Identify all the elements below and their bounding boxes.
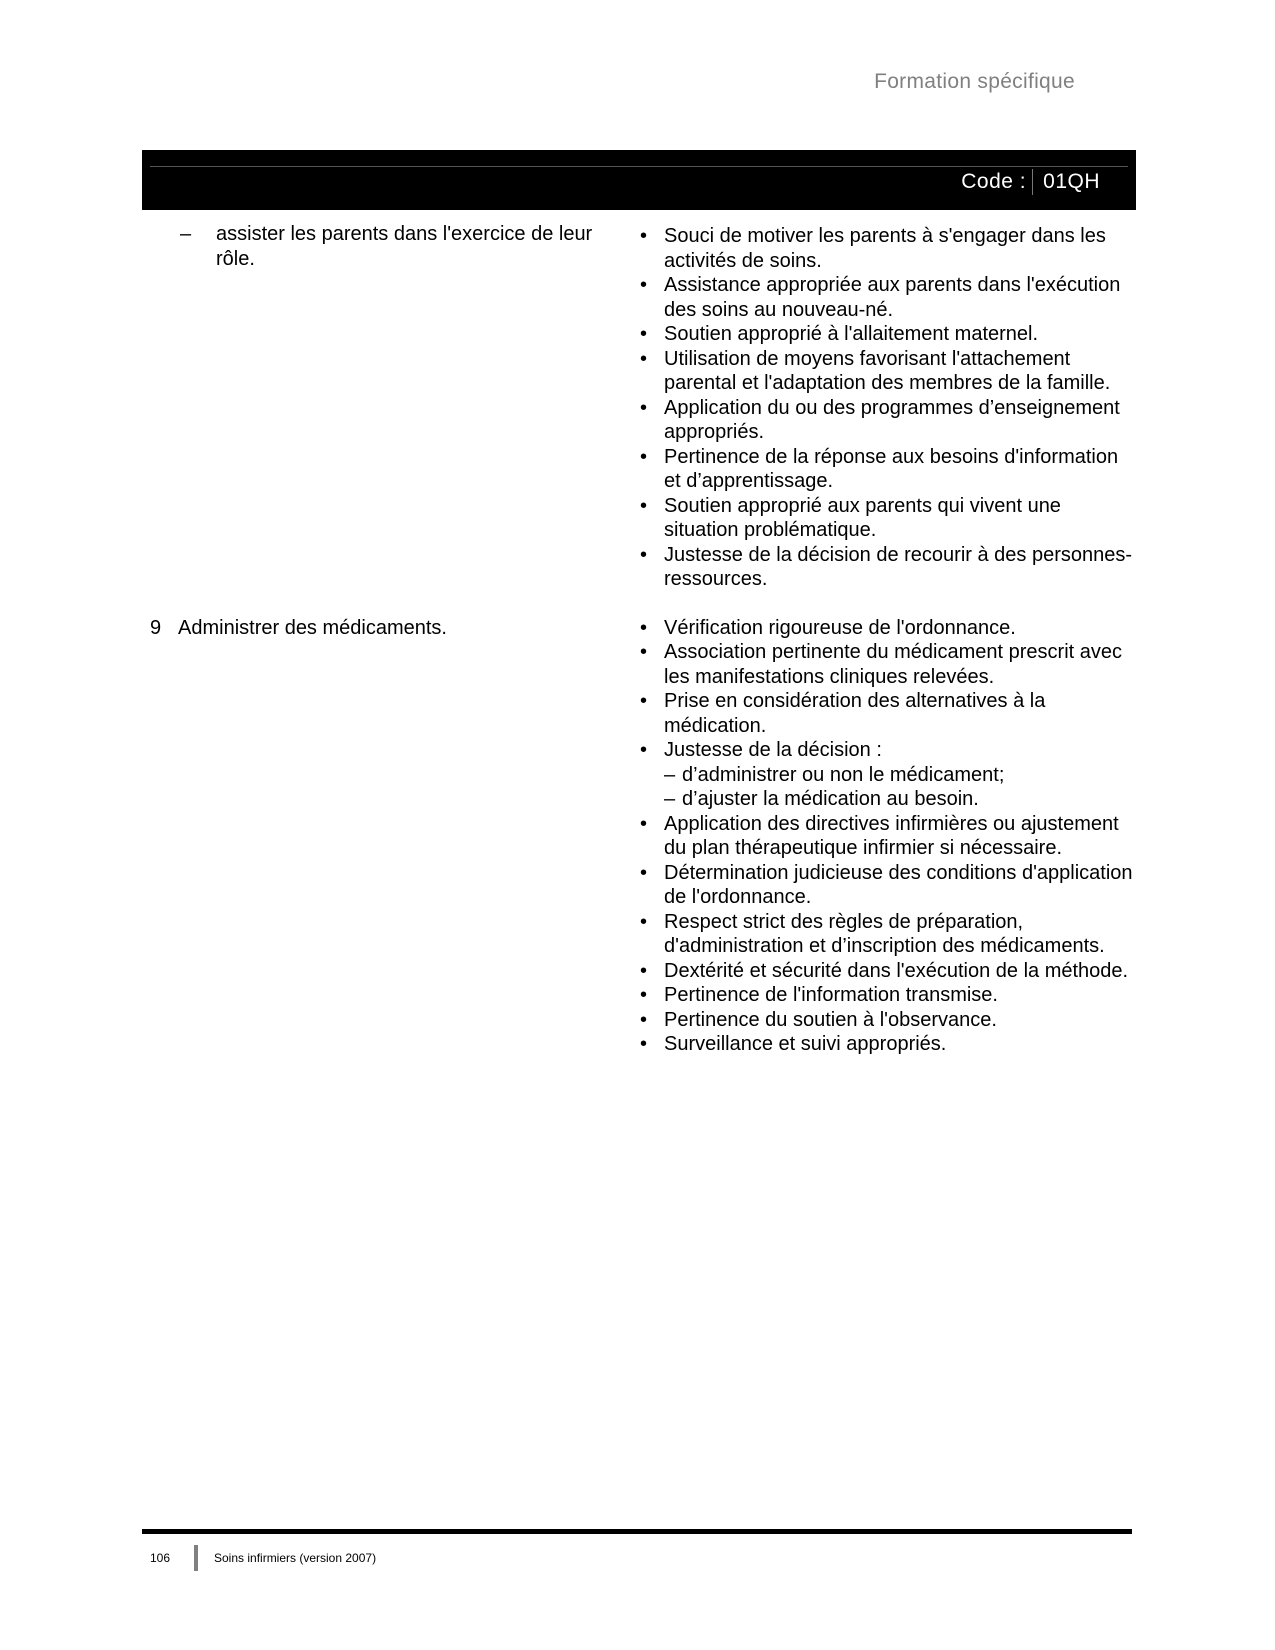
page-footer	[142, 1544, 376, 1572]
code-separator	[1032, 169, 1033, 195]
list-item	[634, 616, 1136, 641]
criterion-text: Assistance appropriée aux parents dans l'exécution des soins au nouveau-né.	[664, 274, 1121, 321]
criterion-text: Application du ou des programmes d’enseignement appropriés.	[664, 396, 1120, 443]
code-label: Code :	[961, 170, 1027, 193]
list-item	[634, 347, 1136, 396]
criterion-text: Surveillance et suivi appropriés.	[664, 1033, 947, 1055]
criterion-text: Soutien approprié à l'allaitement maternel.	[664, 323, 1039, 345]
criterion-text: Application des directives infirmières ou ajustement du plan thérapeutique infirmier si nécessaire.	[664, 812, 1119, 859]
criteria-list	[634, 616, 1136, 1057]
document-title: Soins infirmiers (version 2007)	[214, 1551, 377, 1565]
criterion-text: Utilisation de moyens favorisant l'attachement parental et l'adaptation des membres de la famille.	[664, 347, 1111, 394]
bullet-icon: •	[640, 641, 648, 663]
list-item	[634, 224, 1136, 273]
code-value: 01QH	[1043, 170, 1100, 193]
bullet-icon: •	[640, 543, 648, 566]
bullet-icon: •	[640, 323, 648, 345]
criterion-text: Pertinence de la réponse aux besoins d'information et d’apprentissage.	[664, 445, 1119, 492]
list-item	[634, 689, 1136, 738]
list-item	[634, 983, 1136, 1008]
bullet-icon: •	[640, 910, 648, 933]
criterion-text: Détermination judicieuse des conditions d'application de l'ordonnance.	[664, 861, 1133, 908]
criteria-list	[634, 224, 1136, 592]
list-item	[634, 494, 1136, 543]
element-text: Administrer des médicaments.	[178, 616, 447, 639]
criterion-text: Justesse de la décision :	[664, 739, 882, 761]
criteria-cell	[634, 222, 1136, 592]
table-row	[142, 222, 1136, 592]
criterion-text: Souci de motiver les parents à s'engager dans les activités de soins.	[664, 225, 1106, 272]
criterion-text: Pertinence du soutien à l'observance.	[664, 1008, 997, 1031]
bullet-icon: •	[640, 225, 648, 247]
bullet-icon: •	[640, 616, 648, 639]
bullet-icon: •	[640, 274, 648, 296]
bullet-icon: •	[640, 812, 648, 835]
bullet-icon: •	[640, 861, 648, 884]
competency-table	[142, 222, 1136, 1057]
criteria-cell	[634, 616, 1136, 1057]
list-item	[634, 910, 1136, 959]
list-item	[634, 445, 1136, 494]
bullet-icon: •	[640, 984, 648, 1006]
sub-item	[664, 787, 1136, 812]
criterion-text: Prise en considération des alternatives à la médication.	[664, 690, 1046, 737]
list-item	[634, 543, 1136, 592]
running-title: Formation spécifique	[874, 70, 1075, 93]
list-item	[634, 959, 1136, 984]
list-item	[634, 396, 1136, 445]
criterion-text: Respect strict des règles de préparation, d'administration et d’inscription des médicaments.	[664, 910, 1105, 957]
criterion-text: Vérification rigoureuse de l'ordonnance.	[664, 616, 1016, 639]
bullet-icon: •	[640, 396, 648, 419]
footer-rule	[142, 1529, 1132, 1534]
dash-marker: –	[664, 763, 676, 786]
sub-item-text: d’ajuster la médication au besoin.	[682, 788, 979, 810]
list-item	[634, 273, 1136, 322]
sub-item-text: d’administrer ou non le médicament;	[682, 763, 1005, 786]
table-row	[142, 616, 1136, 1057]
element-number: 9	[150, 616, 162, 639]
criterion-text: Association pertinente du médicament prescrit avec les manifestations cliniques relevées.	[664, 641, 1123, 688]
list-item	[634, 1032, 1136, 1057]
element-cell	[142, 222, 634, 592]
element-cell	[142, 616, 634, 1057]
page-number: 106	[150, 1551, 171, 1565]
banner-rule	[150, 166, 1128, 167]
dash-marker: –	[664, 788, 676, 810]
bullet-icon: •	[640, 1033, 648, 1055]
code-field	[961, 169, 1100, 195]
list-item	[634, 812, 1136, 861]
criterion-text: Justesse de la décision de recourir à des personnes-ressources.	[664, 543, 1133, 590]
criterion-text: Soutien approprié aux parents qui vivent une situation problématique.	[664, 494, 1061, 541]
bullet-icon: •	[640, 690, 648, 712]
element-item	[142, 616, 634, 641]
criterion-text: Dextérité et sécurité dans l'exécution de la méthode.	[664, 959, 1129, 982]
sub-item	[664, 763, 1136, 788]
dash-marker: –	[180, 223, 192, 245]
bullet-icon: •	[640, 494, 648, 517]
bullet-icon: •	[640, 739, 648, 761]
element-text: assister les parents dans l'exercice de leur rôle.	[216, 223, 593, 270]
bullet-icon: •	[640, 445, 648, 468]
bullet-icon: •	[640, 347, 648, 370]
list-item	[634, 322, 1136, 347]
bullet-icon: •	[640, 959, 648, 982]
list-item	[634, 738, 1136, 812]
element-subitem	[142, 222, 634, 271]
list-item	[634, 861, 1136, 910]
criterion-text: Pertinence de l'information transmise.	[664, 984, 998, 1006]
list-item	[634, 640, 1136, 689]
list-item	[634, 1008, 1136, 1033]
code-banner	[142, 150, 1136, 210]
footer-separator	[194, 1545, 198, 1571]
bullet-icon: •	[640, 1008, 648, 1031]
